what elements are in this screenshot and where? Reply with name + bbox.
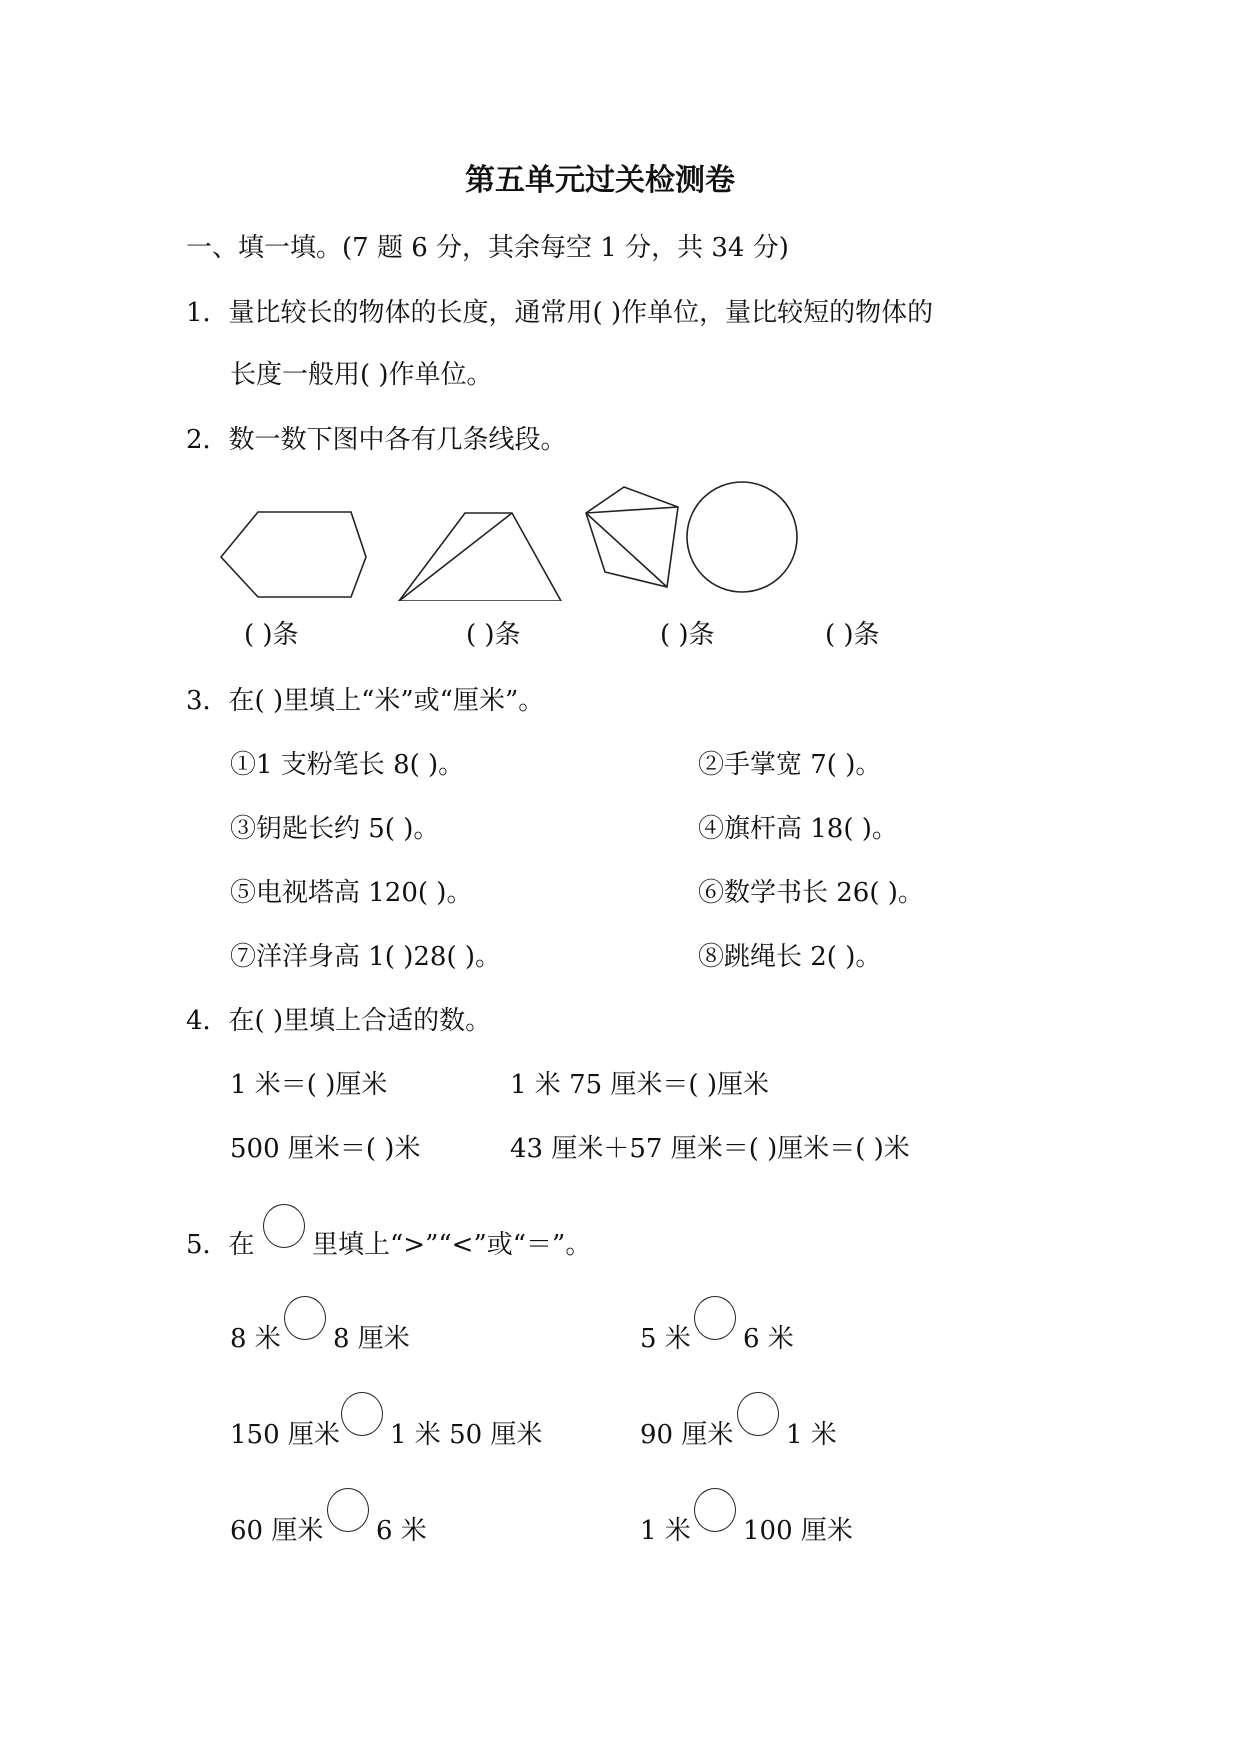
compare-3-circle[interactable] (341, 1392, 383, 1436)
question-3-item-7[interactable]: ⑦洋洋身高 1( )28( )。 (230, 942, 501, 972)
compare-5-circle[interactable] (327, 1488, 369, 1532)
compare-6-right: 100 厘米 (743, 1516, 853, 1546)
question-4-item-1[interactable]: 1 米＝( )厘米 (230, 1070, 388, 1100)
figure-2-count-blank[interactable]: ( )条 (466, 620, 521, 650)
compare-1-left: 8 米 (230, 1324, 281, 1354)
quadrilateral-figure (586, 487, 678, 587)
question-3-item-6[interactable]: ⑥数学书长 26( )。 (698, 878, 924, 908)
trapezoid-figure (399, 513, 561, 601)
page-title: 第五单元过关检测卷 (465, 163, 735, 198)
figure-4-count-blank[interactable]: ( )条 (825, 620, 880, 650)
compare-5-left: 60 厘米 (230, 1516, 324, 1546)
compare-4-right: 1 米 (786, 1420, 837, 1450)
example-circle-icon (263, 1204, 305, 1248)
question-3-item-3[interactable]: ③钥匙长约 5( )。 (230, 814, 440, 844)
compare-2-circle[interactable] (694, 1296, 736, 1340)
question-2-prompt: 2．数一数下图中各有几条线段。 (186, 425, 567, 455)
compare-1-right: 8 厘米 (333, 1324, 410, 1354)
compare-2-right: 6 米 (743, 1324, 794, 1354)
question-4-item-2[interactable]: 1 米 75 厘米＝( )厘米 (510, 1070, 769, 1100)
compare-1-circle[interactable] (284, 1296, 326, 1340)
circle-figure (687, 482, 797, 592)
question-1-line-2: 长度一般用( )作单位。 (230, 360, 493, 390)
question-4-prompt: 4．在( )里填上合适的数。 (186, 1006, 492, 1036)
section-heading: 一、填一填。(7 题 6 分，其余每空 1 分，共 34 分) (186, 233, 789, 263)
question-3-prompt: 3．在( )里填上“米”或“厘米”。 (186, 686, 545, 716)
figure-1-count-blank[interactable]: ( )条 (244, 620, 299, 650)
question-3-item-5[interactable]: ⑤电视塔高 120( )。 (230, 878, 473, 908)
compare-4-left: 90 厘米 (640, 1420, 734, 1450)
segment-figures (220, 476, 820, 601)
question-4-item-3[interactable]: 500 厘米＝( )米 (230, 1134, 421, 1164)
question-3-item-2[interactable]: ②手掌宽 7( )。 (698, 750, 882, 780)
question-1-line-1: 1．量比较长的物体的长度，通常用( )作单位，量比较短的物体的 (186, 298, 934, 328)
question-4-item-4[interactable]: 43 厘米＋57 厘米＝( )厘米＝( )米 (510, 1134, 910, 1164)
figure-3-count-blank[interactable]: ( )条 (660, 620, 715, 650)
compare-3-left: 150 厘米 (230, 1420, 340, 1450)
question-5-prompt-start: 5．在 (186, 1230, 255, 1260)
compare-5-right: 6 米 (376, 1516, 427, 1546)
question-3-item-8[interactable]: ⑧跳绳长 2( )。 (698, 942, 882, 972)
compare-4-circle[interactable] (737, 1392, 779, 1436)
compare-6-left: 1 米 (640, 1516, 691, 1546)
compare-6-circle[interactable] (694, 1488, 736, 1532)
question-3-item-1[interactable]: ①1 支粉笔长 8( )。 (230, 750, 465, 780)
hexagon-figure (221, 512, 366, 597)
question-3-item-4[interactable]: ④旗杆高 18( )。 (698, 814, 898, 844)
compare-2-left: 5 米 (640, 1324, 691, 1354)
question-5-prompt-end: 里填上“>”“<”或“＝”。 (312, 1230, 592, 1260)
compare-3-right: 1 米 50 厘米 (390, 1420, 543, 1450)
